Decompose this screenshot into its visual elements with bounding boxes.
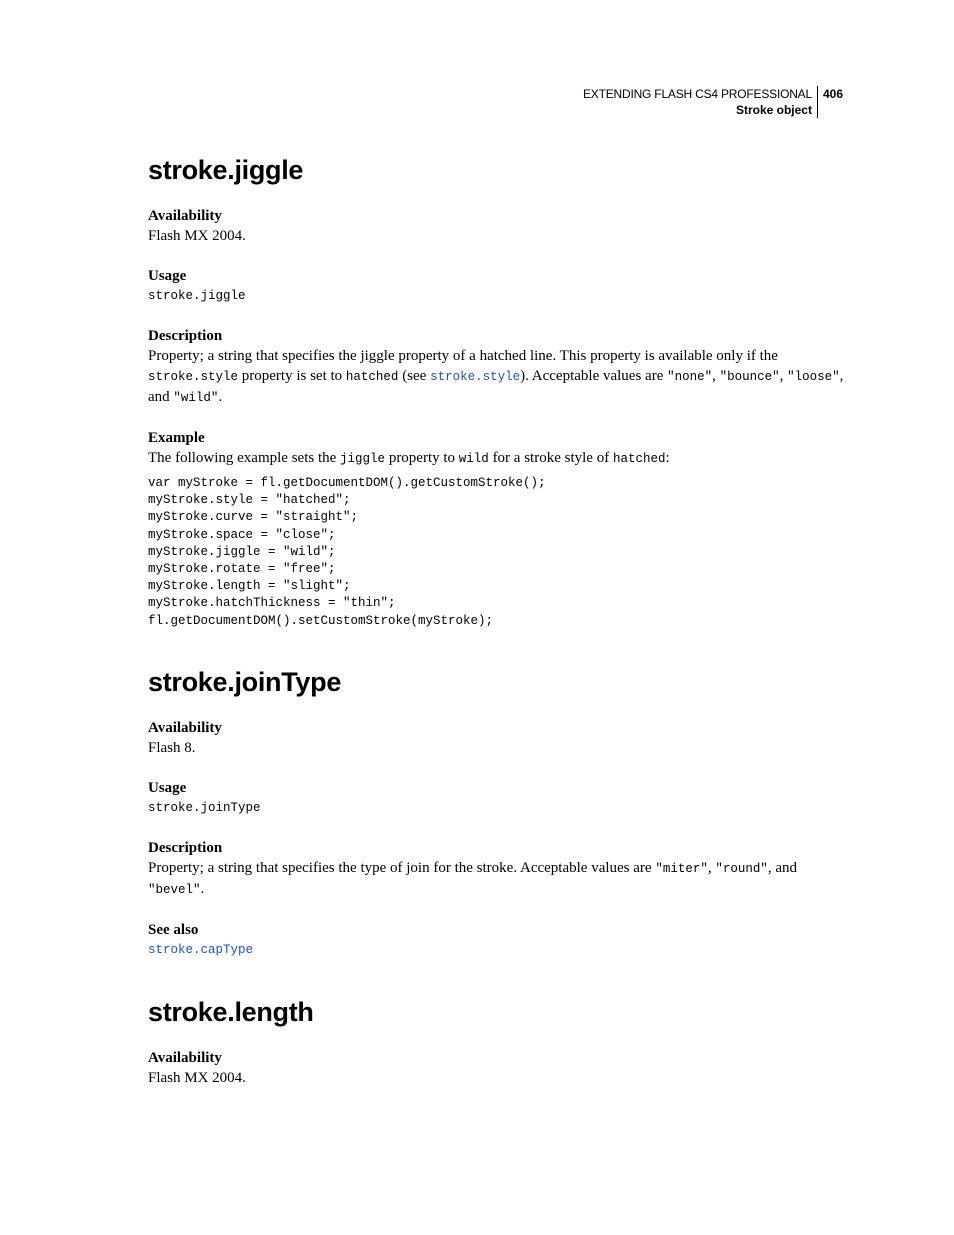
- inline-code: wild: [458, 452, 489, 466]
- inline-code: "miter": [655, 861, 708, 876]
- usage-heading: Usage: [148, 779, 187, 796]
- section-title: stroke.jiggle: [148, 155, 304, 185]
- inline-code: hatched: [612, 452, 666, 466]
- running-header: [583, 86, 817, 118]
- inline-code: "bevel": [148, 882, 201, 897]
- description-heading: Description: [148, 839, 223, 856]
- section-stroke-jiggle: [148, 152, 848, 630]
- availability-text: Flash MX 2004.: [148, 1069, 246, 1086]
- usage-heading: Usage: [148, 268, 187, 284]
- inline-code: "none": [667, 370, 713, 384]
- book-title: EXTENDING FLASH CS4 PROFESSIONAL: [582, 87, 812, 101]
- inline-code: hatched: [345, 370, 399, 384]
- example-heading: Example: [148, 430, 205, 446]
- availability-heading: Availability: [148, 208, 222, 224]
- inline-code: "wild": [173, 391, 219, 405]
- page-number: 406: [822, 87, 843, 101]
- availability-heading: Availability: [148, 1049, 222, 1066]
- stroke-style-link[interactable]: stroke.style: [430, 370, 521, 384]
- usage-code: stroke.jiggle: [148, 289, 246, 303]
- page-content: [148, 152, 848, 1122]
- inline-code: "bounce": [719, 370, 780, 384]
- page-header: [583, 86, 843, 118]
- availability-heading: Availability: [148, 719, 222, 736]
- section-title: stroke.length: [148, 996, 314, 1027]
- section-stroke-length: [148, 994, 848, 1088]
- inline-code: jiggle: [340, 452, 386, 466]
- section-title: stroke.joinType: [148, 666, 342, 697]
- stroke-captype-link[interactable]: stroke.capType: [148, 942, 254, 957]
- availability-text: Flash 8.: [148, 739, 196, 756]
- example-intro: The following example sets the jiggle property to wild for a stroke style of hatched:: [148, 450, 670, 466]
- availability-text: Flash MX 2004.: [148, 228, 246, 244]
- inline-code: "round": [715, 861, 768, 876]
- see-also-heading: See also: [148, 921, 199, 938]
- chapter-title: Stroke object: [735, 103, 812, 117]
- inline-code: "loose": [787, 370, 840, 384]
- description-text: Property; a string that specifies the jiggle property of a hatched line. This property is available only if the stroke.style property is set to hatched (see stroke.style). Acceptable values are "none", "bounce", "loose", and "wild".: [148, 348, 844, 405]
- example-code-block: var myStroke = fl.getDocumentDOM().getCustomStroke(); myStroke.style = "hatched"; myStroke.curve = "straight"; myStroke.space = "close"; myStroke.jiggle = "wild"; myStroke.rotate = "free"; myStroke.length = "slight"; myStroke.hatchThickness = "thin"; fl.getDocumentDOM().setCustomStroke(myStroke);: [148, 476, 546, 628]
- usage-code: stroke.joinType: [148, 800, 261, 815]
- description-text: Property; a string that specifies the type of join for the stroke. Acceptable values are "miter", "round", and "bevel".: [148, 859, 798, 897]
- section-stroke-jointype: [148, 664, 848, 960]
- description-heading: Description: [148, 328, 223, 344]
- inline-code: stroke.style: [148, 370, 239, 384]
